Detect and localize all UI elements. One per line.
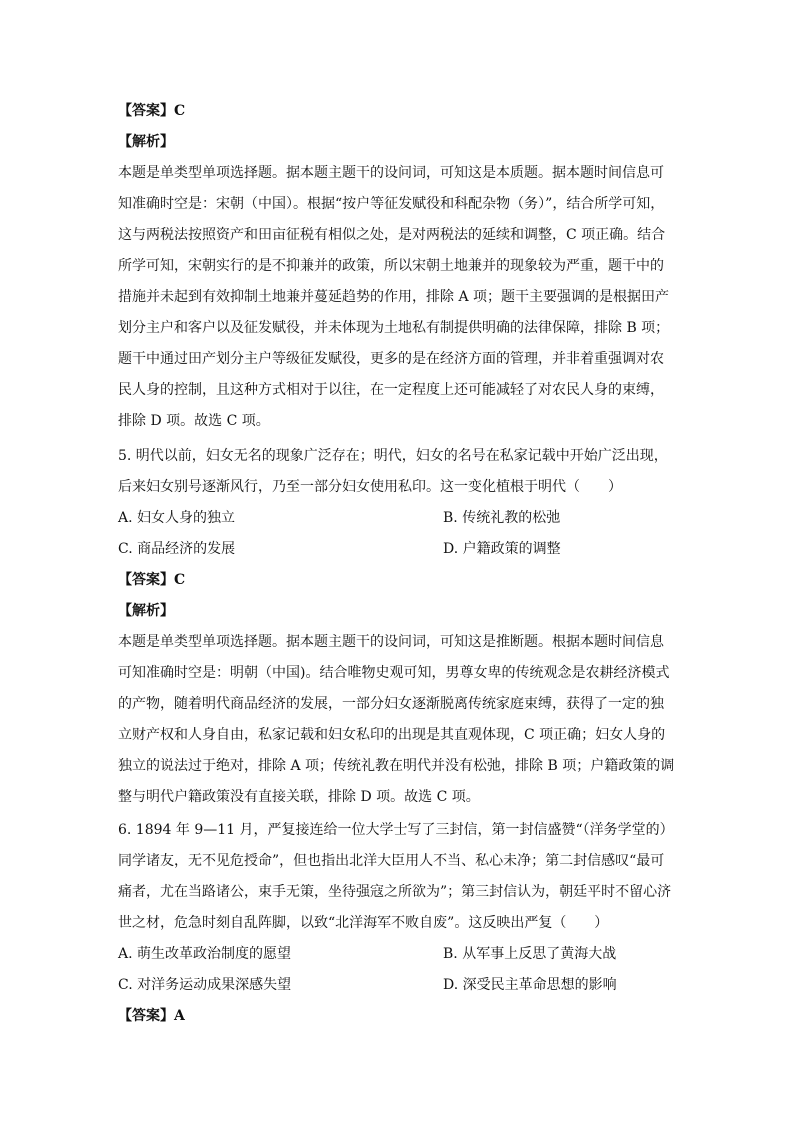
q6-answer-label: 【答案】A	[118, 1008, 185, 1024]
q5-analysis-line: 可知准确时空是：明朝（中国)。结合唯物史观可知，男尊女卑的传统观念是农耕经济模式	[118, 665, 670, 681]
q6-stem-line: 6. 1894 年 9—11 月，严复接连给一位大学士写了三封信，第一封信盛赞“（洋务学堂的）	[118, 822, 674, 838]
q6-option-c: C. 对洋务运动成果深感失望	[118, 977, 292, 993]
q6-stem-line: 世之材，危急时刻自乱阵脚，以致“北洋海军不败自废”。这反映出严复（ ）	[118, 915, 609, 931]
q5-analysis-label: 【解析】	[118, 603, 174, 619]
q6-stem-line: 痛者，尤在当路诸公，束手无策，坐待强寇之所欲为”；第三封信认为，朝廷平时不留心济	[118, 884, 672, 900]
q4-analysis-line: 这与两税法按照资产和田亩征税有相似之处，是对两税法的延续和调整，C 项正确。结合	[118, 227, 666, 243]
q5-option-c: C. 商品经济的发展	[118, 541, 236, 557]
q6-option-b: B. 从军事上反思了黄海大战	[443, 946, 617, 962]
q4-analysis-line: 民人身的控制，且这种方式相对于以往，在一定程度上还可能减轻了对农民人身的束缚，	[118, 382, 664, 398]
q4-analysis-line: 措施并未起到有效抑制土地兼并蔓延趋势的作用，排除 A 项；题干主要强调的是根据田产	[118, 289, 670, 305]
q6-stem-line: 同学诸友，无不见危授命”，但也指出北洋大臣用人不当、私心未净；第二封信感叹“最可	[118, 853, 665, 869]
q5-analysis-line: 立财产权和人身自由，私家记载和妇女私印的出现是其直观体现，C 项正确；妇女人身的	[118, 727, 666, 743]
q5-analysis-line: 独立的说法过于绝对，排除 A 项；传统礼教在明代并没有松弛，排除 B 项；户籍政策的调	[118, 758, 675, 774]
q4-analysis-line: 知准确时空是：宋朝（中国）。根据“按户等征发赋役和科配杂物（务）”，结合所学可知，	[118, 196, 665, 212]
q5-option-d: D. 户籍政策的调整	[443, 541, 561, 557]
q6-option-d: D. 深受民主革命思想的影响	[443, 977, 617, 993]
q5-option-b: B. 传统礼教的松弛	[443, 510, 561, 526]
q4-analysis-line: 题干中通过田产划分主户等级征发赋役，更多的是在经济方面的管理，并非着重强调对农	[118, 351, 664, 367]
q5-analysis-line: 的产物，随着明代商品经济的发展，一部分妇女逐渐脱离传统家庭束缚，获得了一定的独	[118, 696, 664, 712]
q4-analysis-line: 划分主户和客户以及征发赋役，并未体现为土地私有制提供明确的法律保障，排除 B 项；	[118, 320, 670, 336]
q5-stem-line: 后来妇女别号逐渐风行，乃至一部分妇女使用私印。这一变化植根于明代（ ）	[118, 479, 622, 495]
q6-option-a: A. 萌生改革政治制度的愿望	[118, 946, 292, 962]
q5-stem-line: 5. 明代以前，妇女无名的现象广泛存在；明代，妇女的名号在私家记载中开始广泛出现，	[118, 448, 668, 464]
q5-analysis-line: 本题是单类型单项选择题。据本题主题干的设问词，可知这是推断题。根据本题时间信息	[118, 634, 664, 650]
q4-analysis-label: 【解析】	[118, 134, 174, 150]
q4-analysis-line: 本题是单类型单项选择题。据本题主题干的设问词，可知这是本质题。据本题时间信息可	[118, 165, 664, 181]
q5-answer-label: 【答案】C	[118, 572, 186, 588]
q4-analysis-line: 所学可知，宋朝实行的是不抑兼并的政策，所以宋朝土地兼并的现象较为严重，题干中的	[118, 258, 664, 274]
q5-option-a: A. 妇女人身的独立	[118, 510, 236, 526]
q4-answer-label: 【答案】C	[118, 103, 186, 119]
q5-analysis-line: 整与明代户籍政策没有直接关联，排除 D 项。故选 C 项。	[118, 789, 480, 805]
q4-analysis-line: 排除 D 项。故选 C 项。	[118, 413, 270, 429]
